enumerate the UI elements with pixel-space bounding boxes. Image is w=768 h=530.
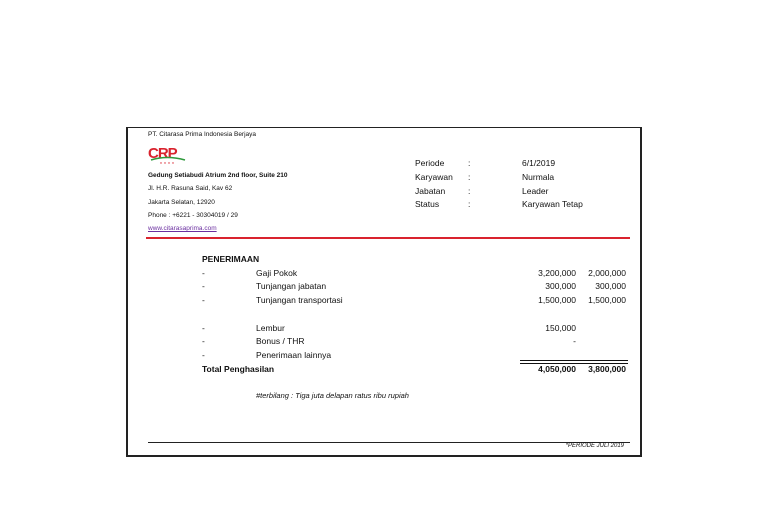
- info-label-status: Status: [415, 199, 440, 209]
- row-label-lembur: Lembur: [256, 323, 285, 333]
- row-label-bonus-thr: Bonus / THR: [256, 336, 305, 346]
- address-line-1: Gedung Setiabudi Atrium 2nd floor, Suite 210: [148, 172, 288, 179]
- info-colon: :: [468, 158, 471, 168]
- info-value-status: Karyawan Tetap: [522, 199, 583, 209]
- row-value-1: 3,200,000: [538, 268, 576, 278]
- company-name: PT. Citarasa Prima Indonesia Berjaya: [148, 131, 257, 138]
- total-label: Total Penghasilan: [202, 364, 275, 374]
- row-label-tunjangan-jabatan: Tunjangan jabatan: [256, 281, 327, 291]
- row-dash: -: [202, 268, 205, 278]
- row-dash: -: [202, 350, 205, 360]
- info-colon: :: [468, 186, 471, 196]
- terbilang-text: #terbilang : Tiga juta delapan ratus ribu rupiah: [256, 391, 409, 400]
- svg-text:CRP: CRP: [148, 145, 177, 162]
- info-colon: :: [468, 172, 471, 182]
- row-dash: -: [202, 336, 205, 346]
- row-label-gaji-pokok: Gaji Pokok: [256, 268, 298, 278]
- footer-divider: [148, 442, 630, 443]
- total-value-2: 3,800,000: [588, 364, 626, 374]
- info-label-jabatan: Jabatan: [415, 186, 446, 196]
- info-label-karyawan: Karyawan: [415, 172, 453, 182]
- row-value-1: 1,500,000: [538, 295, 576, 305]
- phone-number: Phone : +6221 - 30304019 / 29: [148, 212, 238, 219]
- section-title-penerimaan: PENERIMAAN: [202, 254, 260, 264]
- row-dash: -: [202, 323, 205, 333]
- info-value-periode: 6/1/2019: [522, 158, 556, 168]
- info-value-jabatan: Leader: [522, 186, 549, 196]
- row-value-1: 300,000: [545, 281, 576, 291]
- row-label-penerimaan-lainnya: Penerimaan lainnya: [256, 350, 332, 360]
- info-colon: :: [468, 199, 471, 209]
- header-divider: [146, 237, 630, 239]
- row-label-tunjangan-transportasi: Tunjangan transportasi: [256, 295, 343, 305]
- row-value-1: -: [573, 336, 576, 346]
- info-label-periode: Periode: [415, 158, 445, 168]
- row-value-2: 1,500,000: [588, 295, 626, 305]
- info-value-karyawan: Nurmala: [522, 172, 555, 182]
- footer-periode: *PERIODE JULI 2019: [565, 443, 624, 449]
- address-line-2: Jl. H.R. Rasuna Said, Kav 62: [148, 185, 233, 192]
- row-value-2: 2,000,000: [588, 268, 626, 278]
- website-link[interactable]: www.citarasaprima.com: [148, 225, 217, 232]
- company-logo: [147, 145, 193, 165]
- total-value-1: 4,050,000: [538, 364, 576, 374]
- row-value-2: 300,000: [595, 281, 626, 291]
- payslip: [126, 127, 642, 457]
- row-dash: -: [202, 281, 205, 291]
- row-dash: -: [202, 295, 205, 305]
- row-value-1: 150,000: [545, 323, 576, 333]
- address-line-3: Jakarta Selatan, 12920: [148, 199, 215, 206]
